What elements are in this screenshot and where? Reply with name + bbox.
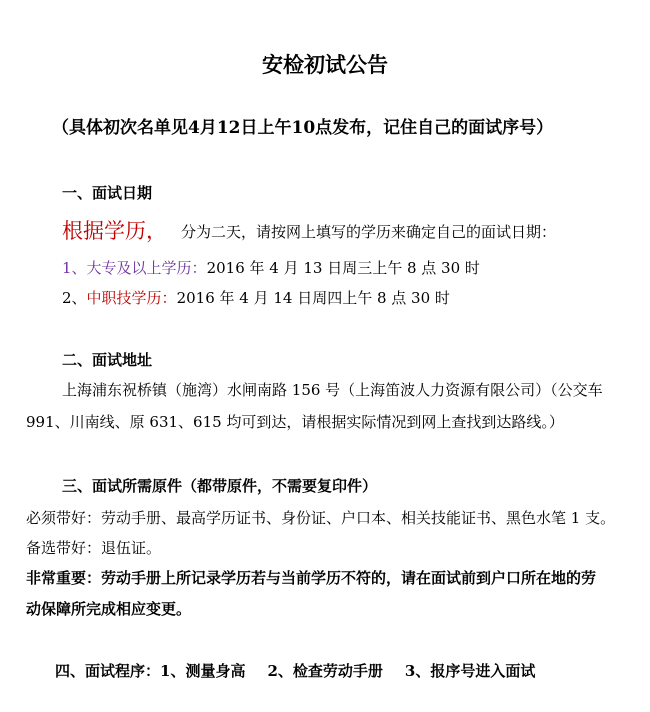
procedure-step-1: 1、测量身高 xyxy=(160,662,246,680)
procedure-step-2: 2、检查劳动手册 xyxy=(267,662,383,680)
date-item-2-prefix: 2、 xyxy=(62,289,87,307)
page-title: 安检初试公告 xyxy=(262,52,388,77)
address-line-1: 上海浦东祝桥镇（施湾）水闸南路 156 号（上海笛波人力资源有限公司）（公交车 xyxy=(62,381,603,399)
section-documents-heading: 三、面试所需原件（都带原件，不需要复印件） xyxy=(62,477,378,495)
required-documents: 必须带好：劳动手册、最高学历证书、身份证、户口本、相关技能证书、黑色水笔 1 支。 xyxy=(26,509,616,527)
date-item-1-date: 2016 年 4 月 13 日周三上午 8 点 30 时 xyxy=(206,259,480,277)
procedure-step-3: 3、报序号进入面试 xyxy=(404,662,536,680)
date-item-2 xyxy=(62,288,450,308)
section-address-heading: 二、面试地址 xyxy=(62,351,153,369)
optional-documents: 备选带好：退伍证。 xyxy=(26,539,162,557)
procedure-heading: 四、面试程序： xyxy=(55,662,161,680)
date-item-2-label: 中职技学历： xyxy=(86,289,177,307)
page-subtitle: （具体初次名单见4月12日上午10点发布，记住自己的面试序号） xyxy=(52,118,554,138)
important-note-line-1: 非常重要：劳动手册上所记录学历若与当前学历不符的，请在面试前到户口所在地的劳 xyxy=(26,569,597,587)
date-item-1-prefix: 1、 xyxy=(62,259,87,277)
date-intro-text: 分为二天，请按网上填写的学历来确定自己的面试日期： xyxy=(181,223,557,241)
date-item-2-date: 2016 年 4 月 14 日周四上午 8 点 30 时 xyxy=(176,289,450,307)
section-date-heading: 一、面试日期 xyxy=(62,184,153,202)
date-item-1-label: 大专及以上学历： xyxy=(86,259,207,277)
section-procedure xyxy=(55,661,535,681)
date-highlight: 根据学历， xyxy=(62,219,167,243)
address-line-2: 991、川南线、原 631、615 均可到达，请根据实际情况到网上查找到达路线。） xyxy=(26,413,564,431)
date-item-1 xyxy=(62,258,480,278)
date-intro-line xyxy=(62,218,556,245)
important-note-line-2: 动保障所完成相应变更。 xyxy=(26,600,192,618)
